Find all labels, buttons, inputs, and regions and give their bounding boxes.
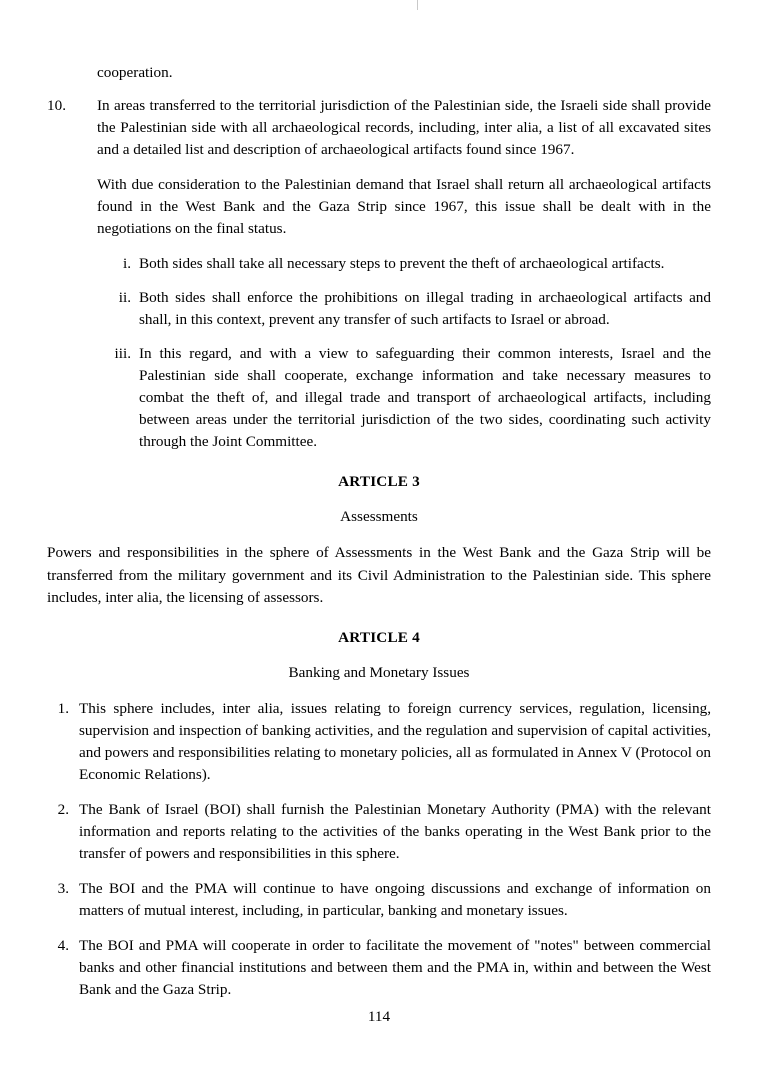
article-4-list bbox=[47, 698, 711, 1001]
list-item-label: iii. bbox=[114, 345, 131, 363]
list-item-label: 3. bbox=[57, 879, 69, 897]
list-item-label: ii. bbox=[118, 289, 131, 307]
article-4-subtitle: Banking and Monetary Issues bbox=[288, 663, 470, 681]
list-item-label: 4. bbox=[57, 936, 69, 954]
list-item-text: The Bank of Israel (BOI) shall furnish the Palestinian Monetary Authority (PMA) with the relevant information and reports relating to the activities of the banks operating in the West Bank prior to the transfer of powers and responsibilities in this sphere. bbox=[79, 800, 711, 862]
article-4-title: ARTICLE 4 bbox=[338, 628, 420, 646]
list-item bbox=[47, 935, 711, 1001]
list-item bbox=[97, 287, 711, 331]
list-item-label: i. bbox=[122, 255, 131, 273]
page-top-tick-mark bbox=[417, 0, 418, 10]
list-item-text: In this regard, and with a view to safeguarding their common interests, Israel and the Palestinian side shall cooperate, exchange information and take necessary measures to combat the theft of, and illegal trade and transport of archaeological artifacts, including between areas under the territorial jurisdiction of the two sides, coordinating such activity through the Joint Committee. bbox=[139, 345, 711, 451]
list-item-text: The BOI and PMA will cooperate in order to facilitate the movement of "notes" between commercial banks and other financial institutions and between them and the PMA in, within and between the West Bank and the Gaza Strip. bbox=[79, 936, 711, 998]
list-item bbox=[47, 698, 711, 786]
list-item-text: This sphere includes, inter alia, issues relating to foreign currency services, regulation, licensing, supervision and inspection of banking activities, and the regulation and supervision of capital activities, and powers and responsibilities relating to monetary policies, all as formulated in Annex V (Protocol on Economic Relations). bbox=[79, 699, 711, 783]
page-number: 114 bbox=[367, 1008, 391, 1025]
list-item-label: 2. bbox=[57, 800, 69, 818]
list-item-text: Both sides shall enforce the prohibitions on illegal trading in archaeological artifacts and shall, in this context, prevent any transfer of such artifacts to Israel or abroad. bbox=[139, 289, 711, 329]
list-item bbox=[47, 878, 711, 922]
numbered-item-10-label: 10. bbox=[47, 97, 66, 115]
numbered-item-10-text: In areas transferred to the territorial jurisdiction of the Palestinian side, the Israeli side shall provide the Palestinian side with all archaeological records, including, inter alia, a list of all excavated sites and a detailed list and description of archaeological artifacts found since 1967. bbox=[97, 97, 711, 159]
list-item-label: 1. bbox=[57, 699, 69, 717]
list-item-text: The BOI and the PMA will continue to have ongoing discussions and exchange of information on matters of mutual interest, including, in particular, banking and monetary issues. bbox=[79, 879, 711, 919]
numbered-item-10 bbox=[47, 95, 711, 161]
article-3-subtitle: Assessments bbox=[340, 508, 418, 526]
list-item-text: Both sides shall take all necessary steps to prevent the theft of archaeological artifacts. bbox=[139, 255, 665, 273]
paragraph-item10-second: With due consideration to the Palestinian demand that Israel shall return all archaeological artifacts found in the West Bank and the Gaza Strip since 1967, this issue shall be dealt with in the negotiations on the final status. bbox=[97, 176, 711, 238]
paragraph-cooperation: cooperation. bbox=[97, 64, 173, 81]
article-3-body: Powers and responsibilities in the sphere of Assessments in the West Bank and the Gaza Strip will be transferred from the military government and its Civil Administration to the Palestinian side. This sphere includes, inter alia, the licensing of assessors. bbox=[47, 544, 711, 606]
list-item bbox=[97, 343, 711, 453]
list-item bbox=[47, 799, 711, 865]
list-item bbox=[97, 253, 711, 275]
roman-numeral-list bbox=[97, 253, 711, 453]
article-3-title: ARTICLE 3 bbox=[338, 473, 420, 491]
